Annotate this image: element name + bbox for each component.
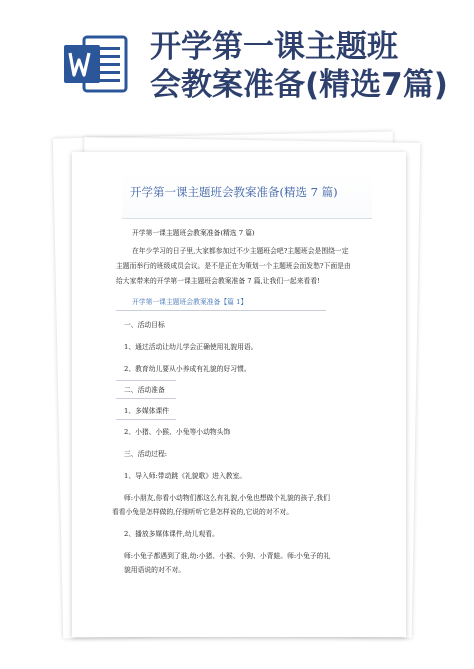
paragraph-line: 师:小朋友,你看小动物们都这么有礼貌,小兔也想做个礼貌的孩子,我们	[124, 494, 330, 502]
paragraph-line: 给大家带来的开学第一课主题班会教案准备 7 篇,让我们一起来看看!	[116, 277, 320, 285]
doc-subtitle: 开学第一课主题班会教案准备(精选 7 篇)	[132, 229, 255, 237]
list-heading: 三、活动过程:	[124, 450, 168, 458]
list-item: 2、播放多媒体课件,幼儿观看。	[124, 530, 219, 538]
title-line-2: 会教案准备(精选7篇)	[150, 67, 448, 103]
header	[0, 0, 474, 120]
divider	[116, 380, 176, 381]
word-doc-icon	[62, 33, 130, 95]
list-item: 1、导入师:带动跳《礼貌歌》进入教室。	[124, 472, 247, 480]
section-heading: 开学第一课主题班会教案准备【篇 1】	[132, 298, 248, 306]
list-item: 2、小猪、小猴、小兔等小动物头饰	[124, 428, 231, 436]
paragraph-line: 师:小兔子都遇到了谁,幼:小猪、小猴、小狗、小青蛙。师:小兔子的礼	[124, 552, 331, 560]
doc-title: 开学第一课主题班会教案准备(精选 7 篇)	[130, 185, 338, 199]
divider	[116, 310, 326, 311]
paragraph-line: 主题而举行的班级成员会议。是不是正在为策划一个主题班会而发愁?下面是由	[116, 262, 351, 270]
list-item: 1、通过活动让幼儿学会正确使用礼貌用语。	[124, 343, 258, 351]
paragraph-line: 看看小兔是怎样做的,仔细听听它是怎样说的,它说的对不对。	[112, 508, 294, 516]
paragraph-line: 貌用语说的对不对。	[124, 566, 186, 574]
divider	[116, 419, 176, 420]
page-title	[150, 28, 470, 104]
list-item: 1、多媒体课件	[124, 407, 170, 415]
paragraph-line: 在年少学习的日子里,大家都参加过不少主题班会吧?主题班会是围绕一定	[132, 247, 349, 255]
document-page[interactable]	[72, 152, 406, 637]
list-heading: 一、活动目标	[124, 321, 165, 329]
list-heading: 二、活动准备	[124, 386, 165, 394]
doc-title-box	[122, 172, 372, 219]
title-line-1: 开学第一课主题班	[150, 29, 398, 65]
divider	[116, 398, 176, 399]
list-item: 2、教育幼儿要从小养成有礼貌的好习惯。	[124, 365, 251, 373]
